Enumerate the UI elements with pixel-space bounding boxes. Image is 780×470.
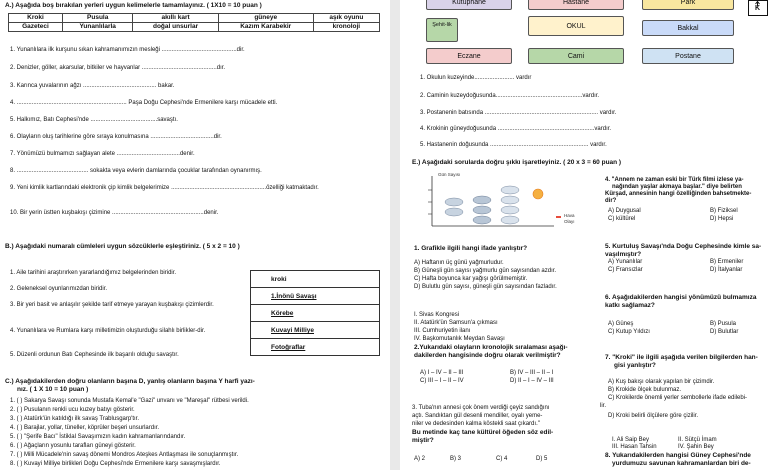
match-item-1: 1. Aile tarihini araştırırken yararlandığımız belgelerinden biridir. (10, 270, 177, 276)
match-answer: Fotoğraflar (251, 339, 379, 356)
q5-option-a: A) Yunanlılar (608, 259, 643, 265)
rain-cloud-icon (473, 196, 491, 224)
q2-option-d: D) II – I – IV – III (510, 378, 554, 384)
map-pharmacy (426, 48, 512, 64)
question-6-cont: katkı sağlamaz? (605, 302, 655, 309)
map-park (642, 0, 734, 10)
tf-item-8: 8. ( ) Kuvayi Milliye birlikleri Doğu Cephesi'nde Ermenilere karşı savaşmışlardır. (10, 461, 221, 467)
q8-list-2: II. Sütçü İmam (678, 437, 717, 443)
match-answer: kroki (251, 271, 379, 288)
map-label: Hastane (562, 0, 590, 6)
map-hospital (528, 0, 624, 10)
q1-option-b: B) Güneşli gün sayısı yağmurlu gün sayısından azdır. (414, 268, 557, 274)
word-cell: aşık oyunu (313, 14, 379, 23)
map-library (426, 0, 512, 10)
q8-list-3: III. Hasan Tahsin (612, 444, 657, 450)
word-cell: Pusula (62, 14, 133, 23)
question-7-cont: gisi yanlıştır? (614, 362, 656, 369)
fill-item-1: 1. Yunanlılara ilk kurşunu sıkan kahramanımızın mesleği .............................................dir. (10, 47, 245, 53)
snow-cloud-icon (501, 186, 519, 224)
match-item-3: 3. Bir yeri basit ve anlaşılır şekilde tarif etmeye yarayan kuşbakışı çizimlerdir. (10, 302, 214, 308)
q7-option-d: D) Kroki belirli ölçülere göre çizilir. (608, 413, 699, 419)
weather-chart (424, 172, 592, 232)
q4-line-1: 4. "Annem ne zaman eski bir Türk filmi izlese ya- (605, 177, 744, 183)
map-question-3: 3. Postanenin batısında .................................................................... vardır. (420, 110, 617, 116)
tf-item-7: 7. ( ) Milli Mücadele'nin savaş dönemi Mondros Ateşkes Antlaşması ile sonuçlanmıştır. (10, 452, 239, 458)
question-6: 6. Aşağıdakilerden hangisi yönümüzü bulmamıza (605, 294, 757, 301)
section-b-title: B.) Aşağıdaki numaralı cümleleri uygun sözcüklerle eşleştiriniz. ( 5 x 2 = 10 ) (5, 243, 240, 250)
q4-option-a: A) Duygusal (608, 208, 641, 214)
q3-line-4: Bu metinde kaç tane kültürel öğeden söz edil- (412, 429, 554, 436)
map-label: Kütüphane (452, 0, 486, 6)
q4-line-3: Kürşad, annesinin hangi özelliğinden bahsetmekte- (605, 191, 752, 197)
tf-item-5: 5. ( ) "Şerife Bacı" İstiklal Savaşımızın kadın kahramanlarındandır. (10, 434, 186, 440)
q4-option-b: B) Fiziksel (710, 208, 738, 214)
fill-item-4: 4. .................................................................. Paşa Doğu Cephesi'nde Ermenilere karşı mücadele etti. (10, 100, 278, 106)
match-answer: 1.İnönü Savaşı (251, 288, 379, 305)
question-1: 1. Grafikle ilgili hangi ifade yanlıştır? (414, 245, 528, 252)
word-cell: güneye (218, 14, 313, 23)
cloud-icon (445, 198, 463, 216)
question-2: 2.Yukarıdaki olayların kronolojik sıralaması aşağı- (414, 344, 568, 351)
chart-header: Gün Sayısı (438, 172, 461, 177)
q3-line-2: açtı. Sandıktan gül desenli mendiller, oyalı yeme- (412, 413, 543, 419)
map-label: Şehit-lik (432, 22, 452, 28)
word-cell: akıllı kart (133, 14, 218, 23)
q2-list-3: III. Cumhuriyetin ilanı (414, 328, 471, 334)
q5-option-b: B) Ermeniler (710, 259, 744, 265)
q7-option-b: B) Krokide ölçek bulunmaz. (608, 387, 682, 393)
fill-item-9: 9. Yeni kimlik kartlarındaki elektronik çip kimlik belgelerimize .........................................................özelliği katmaktadır. (10, 185, 319, 191)
map-school (528, 16, 624, 36)
section-c-title: C.) Aşağıdakilerden doğru olanların başına D, yanlış olanların başına Y harfi yazı- (5, 378, 255, 385)
fill-item-3: 3. Karınca yuvalarının ağzı ............................................ bakar. (10, 83, 175, 89)
fill-item-2: 2. Denizler, göller, akarsular, bitkiler ve hayvanlar .............................................dır. (10, 65, 226, 71)
compass-icon (748, 0, 768, 16)
tf-item-6: 6. ( ) Ağaçların yosunlu tarafları güneyi gösterir. (10, 443, 136, 449)
map-label: Park (680, 0, 696, 6)
q1-option-d: D) Bulutlu gün sayısı, güneşli gün sayısından fazladır. (414, 284, 557, 290)
tf-item-3: 3. ( ) Atatürk'ün katıldığı ilk savaş Trablusgarp'tır. (10, 416, 140, 422)
q6-option-d: D) Bulutlar (710, 329, 739, 335)
q4-option-c: C) kültürel (608, 216, 636, 222)
section-a-title: A.) Aşağıda boş bırakılan yerleri uygun kelimelerle tamamlayınız. ( 1X10 = 10 puan ) (5, 2, 262, 9)
fill-item-5: 5. Halkımız, Batı Cephesi'nde ........................................savaştı. (10, 117, 178, 123)
q1-option-a: A) Haftanın üç günü yağmurludur. (414, 260, 504, 266)
match-item-5: 5. Düzenli ordunun Batı Cephesinde ilk başarılı olduğu savaştır. (10, 352, 179, 358)
q2-list-4: IV. Başkomutanlık Meydan Savaşı (414, 336, 505, 342)
map-cemetery (426, 18, 458, 42)
question-5: 5. Kurtuluş Savaşı'nda Doğu Cephesinde kimle sa- (605, 243, 762, 250)
match-item-2: 2. Geleneksel oyunlarımızdan biridir. (10, 286, 108, 292)
word-cell: Kroki (9, 14, 63, 23)
q3-line-1: 3. Tuba'nın annesi çok önem verdiği çeyiz sandığını (412, 405, 550, 411)
q8-list-1: I. Ali Saip Bey (612, 437, 650, 443)
chart-legend-2: Olayı (564, 219, 575, 224)
map-label: Cami (567, 53, 585, 60)
question-5-cont: vaşılmıştır? (605, 251, 642, 258)
tf-item-2: 2. ( ) Pusulanın renkli ucu kuzey batıyı gösterir. (10, 407, 135, 413)
map-question-4: 4. Krokinin güneydoğusunda ..........................................................vardır. (420, 126, 612, 132)
q2-option-c: C) III – I – II – IV (420, 378, 464, 384)
compass-letter: K (755, 5, 761, 12)
map-mosque (528, 48, 624, 64)
map-post-office (642, 48, 734, 64)
chart-legend-1: Hava (564, 213, 575, 218)
section-c-title-cont: nız. ( 1 X 10 = 10 puan ) (17, 386, 89, 393)
match-answer-box (250, 270, 380, 356)
sun-icon (533, 189, 543, 199)
word-table (8, 13, 380, 32)
q2-list-1: I. Sivas Kongresi (414, 312, 460, 318)
match-answer: Körebe (251, 305, 379, 322)
q8-list-4: IV. Şahin Bey (678, 444, 714, 450)
q6-option-a: A) Güneş (608, 321, 634, 327)
right-page (400, 0, 780, 470)
map-grocery (642, 20, 734, 36)
question-2-cont: dakilerden hangisinde doğru olarak verilmiştir? (414, 352, 561, 359)
q3-line-5: miştir? (412, 437, 434, 444)
word-cell: Gazeteci (9, 23, 63, 32)
match-item-4: 4. Yunanlılara ve Rumlara karşı milletimizin oluşturduğu silahlı birlikler-dir. (10, 328, 206, 334)
fill-item-7: 7. Yönümüzü bulmamızı sağlayan alete ......................................denir. (10, 151, 195, 157)
map-label: Postane (675, 53, 701, 60)
fill-item-8: 8. ........................................... sokakta veya evlerin damlarında çocuklar tarafından oynanırmış. (10, 168, 262, 174)
word-cell: Kazım Karabekir (218, 23, 313, 32)
word-cell: kronoloji (313, 23, 379, 32)
legend-arrow-icon (556, 216, 561, 218)
question-8: 8. Yukarıdakilerden hangisi Güney Cephesi'nde (605, 452, 751, 459)
q2-option-b: B) IV – III – II – I (510, 370, 554, 376)
q7-option-c: C) Krokilerde önemli yerler sembollerle ifade edilebi- (608, 395, 748, 401)
map-question-2: 2. Caminin kuzeydoğusunda....................................................vardır. (420, 93, 600, 99)
word-cell: doğal unsurlar (133, 23, 218, 32)
q7-option-a: A) Kuş bakışı olarak yapılan bir çizimdir. (608, 379, 715, 385)
q7-option-c-cont: lir. (600, 403, 606, 409)
map-label: OKUL (566, 23, 586, 30)
q3-option-b: B) 3 (450, 456, 462, 462)
section-e-title: E.) Aşağıdaki sorularda doğru şıkkı işaretleyiniz. ( 20 x 3 = 60 puan ) (412, 159, 622, 166)
q2-list-2: II. Atatürk'ün Samsun'a çıkması (414, 320, 498, 326)
q4-line-2: nağından yaşlar akmaya başlar." diye belirten (612, 184, 742, 190)
q6-option-b: B) Pusula (710, 321, 737, 327)
q4-option-d: D) Hepsi (710, 216, 734, 222)
fill-item-10: 10. Bir yerin üstten kuşbakışı çizimine .......................................................denir. (10, 210, 219, 216)
q6-option-c: C) Kutup Yıldızı (608, 329, 650, 335)
map-label: Bakkal (677, 25, 699, 32)
q5-option-c: C) Fransızlar (608, 267, 643, 273)
q3-option-a: A) 2 (414, 456, 426, 462)
question-8-cont: yurdumuzu savunan kahramanlardan biri de- (612, 460, 751, 467)
question-7: 7. "Kroki" ile ilgili aşağıda verilen bilgilerden han- (605, 354, 758, 361)
q2-option-a: A) I – IV – II – III (420, 370, 464, 376)
map-question-5: 5. Hastanenin doğusunda ........................................................... vardır. (420, 142, 607, 148)
word-cell: Yunanlılarla (62, 23, 133, 32)
q3-option-d: D) 5 (536, 456, 548, 462)
map-question-1: 1. Okulun kuzeyinde........................ vardır (420, 75, 532, 81)
match-answer: Kuvayi Milliye (251, 322, 379, 339)
q4-line-4: dir? (605, 198, 617, 204)
q3-line-3: niler ve dedesinden kalma köstekli saat çıkardı." (412, 421, 540, 427)
tf-item-4: 4. ( ) Barajlar, yollar, tüneller, köprüler beşeri unsurlardır. (10, 425, 160, 431)
q5-option-d: D) İtalyanlar (710, 267, 743, 273)
q1-option-c: C) Hafta boyunca kar yağışı görülmemiştir. (414, 276, 528, 282)
tf-item-1: 1. ( ) Sakarya Savaşı sonunda Mustafa Kemal'e "Gazi" unvanı ve "Mareşal" rütbesi verildi. (10, 398, 249, 404)
map-label: Eczane (457, 53, 481, 60)
fill-item-6: 6. Olayların oluş tarihlerine göre sıraya konulmasına ......................................dir. (10, 134, 222, 140)
q3-option-c: C) 4 (496, 456, 508, 462)
